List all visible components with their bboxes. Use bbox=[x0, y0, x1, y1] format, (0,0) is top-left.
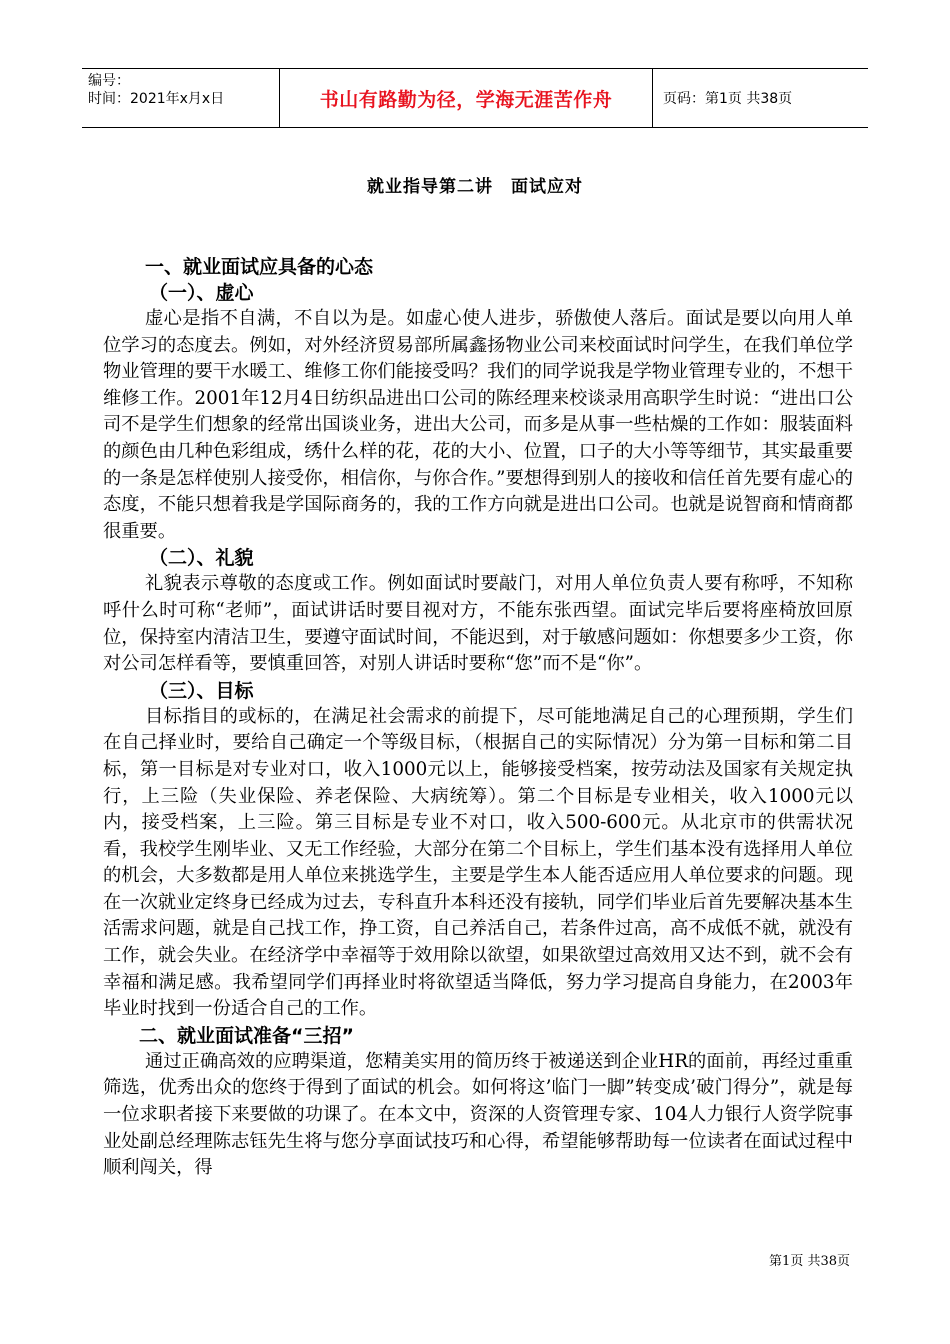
document-number: 编号： bbox=[88, 73, 130, 89]
paragraph: 虚心是指不自满，不自以为是。如虚心使人进步，骄傲使人落后。面试是要以向用人单位学习的态度去。例如，对外经济贸易部所属鑫扬物业公司来校面试时问学生，在我们单位学物业管理的要干水暖工、维修工你们能接受吗？我们的同学说我是学物业管理专业的，不想干维修工作。2001年12月4日纺织品进出口公司的陈经理来校谈录用高职学生时说：“进出口公司不是学生们想象的经常出国谈业务，进出大公司，而多是从事一些枯燥的工作如：服装面料的颜色由几种色彩组成，绣什么样的花，花的大小、位置，口子的大小等等细节，其实最重要的一条是怎样使别人接受你，相信你，与你合作。”要想得到别人的接收和信任首先要有虚心的态度，不能只想着我是学国际商务的，我的工作方向就是进出口公司。也就是说智商和情商都很重要。 bbox=[103, 308, 853, 542]
subsection-heading: （三）、目标 bbox=[149, 679, 254, 702]
section-heading: 一、就业面试应具备的心态 bbox=[145, 256, 374, 278]
document-title: 就业指导第二讲 面试应对 bbox=[367, 177, 583, 197]
header-meta bbox=[82, 69, 280, 127]
subsection-heading: （一）、虚心 bbox=[149, 282, 254, 304]
paragraph: 通过正确高效的应聘渠道，您精美实用的简历终于被递送到企业HR的面前，再经过重重筛选，优秀出众的您终于得到了面试的机会。如何将这’临门一脚”转变成’破门得分”，就是每一位求职者接下来要做的功课了。在本文中，资深的人资管理专家、104人力银行人资学院事业处副总经理陈志钰先生将与您分享面试技巧和心得，希望能够帮助每一位读者在面试过程中顺利闯关，得 bbox=[103, 1050, 853, 1179]
paragraph: 礼貌表示尊敬的态度或工作。例如面试时要敲门，对用人单位负责人要有称呼，不知称呼什么时可称“老师”，面试讲话时要目视对方，不能东张西望。面试完毕后要将座椅放回原位，保持室内清洁卫生，要遵守面试时间，不能迟到，对于敏感问题如：你想要多少工资，你对公司怎样看等，要慎重回答，对别人讲话时要称“您”而不是“你”。 bbox=[103, 573, 853, 675]
subsection-heading: （二）、礼貌 bbox=[149, 547, 254, 570]
header-page-number: 页码：第1页 共38页 bbox=[663, 91, 793, 107]
document-body bbox=[103, 254, 853, 1182]
section-heading: 二、就业面试准备“三招” bbox=[139, 1024, 354, 1047]
page-footer: 第1页 共38页 bbox=[769, 1254, 850, 1269]
header-motto: 书山有路勤为径，学海无涯苦作舟 bbox=[280, 69, 653, 127]
page-header bbox=[82, 68, 868, 128]
paragraph: 目标指目的或标的，在满足社会需求的前提下，尽可能地满足自己的心理预期，学生们在自己择业时，要给自己确定一个等级目标，（根据自己的实际情况）分为第一目标和第二目标，第一目标是对专业对口，收入1000元以上，能够接受档案，按劳动法及国家有关规定执行，上三险（失业保险、养老保险、大病统筹）。第二个目标是专业相关，收入1000元以内，接受档案，上三险。第三目标是专业不对口，收入500-600元。从北京市的供需状况看，我校学生刚毕业、又无工作经验，大部分在第二个目标上，学生们基本没有选择用人单位的机会，大多数都是用人单位来挑选学生，主要是学生本人能否适应用人单位要求的问题。现在一次就业定终身已经成为过去，专科直升本科还没有接轨，同学们毕业后首先要解决基本生活需求问题，就是自己找工作，挣工资，自己养活自己，若条件过高，高不成低不就，就没有工作，就会失业。在经济学中幸福等于效用除以欲望，如果欲望过高效用又达不到，就不会有幸福和满足感。我希望同学们再择业时将欲望适当降低，努力学习提高自身能力，在2003年毕业时找到一份适合自己的工作。 bbox=[103, 705, 853, 1020]
document-date: 时间：2021年x月x日 bbox=[88, 91, 225, 107]
